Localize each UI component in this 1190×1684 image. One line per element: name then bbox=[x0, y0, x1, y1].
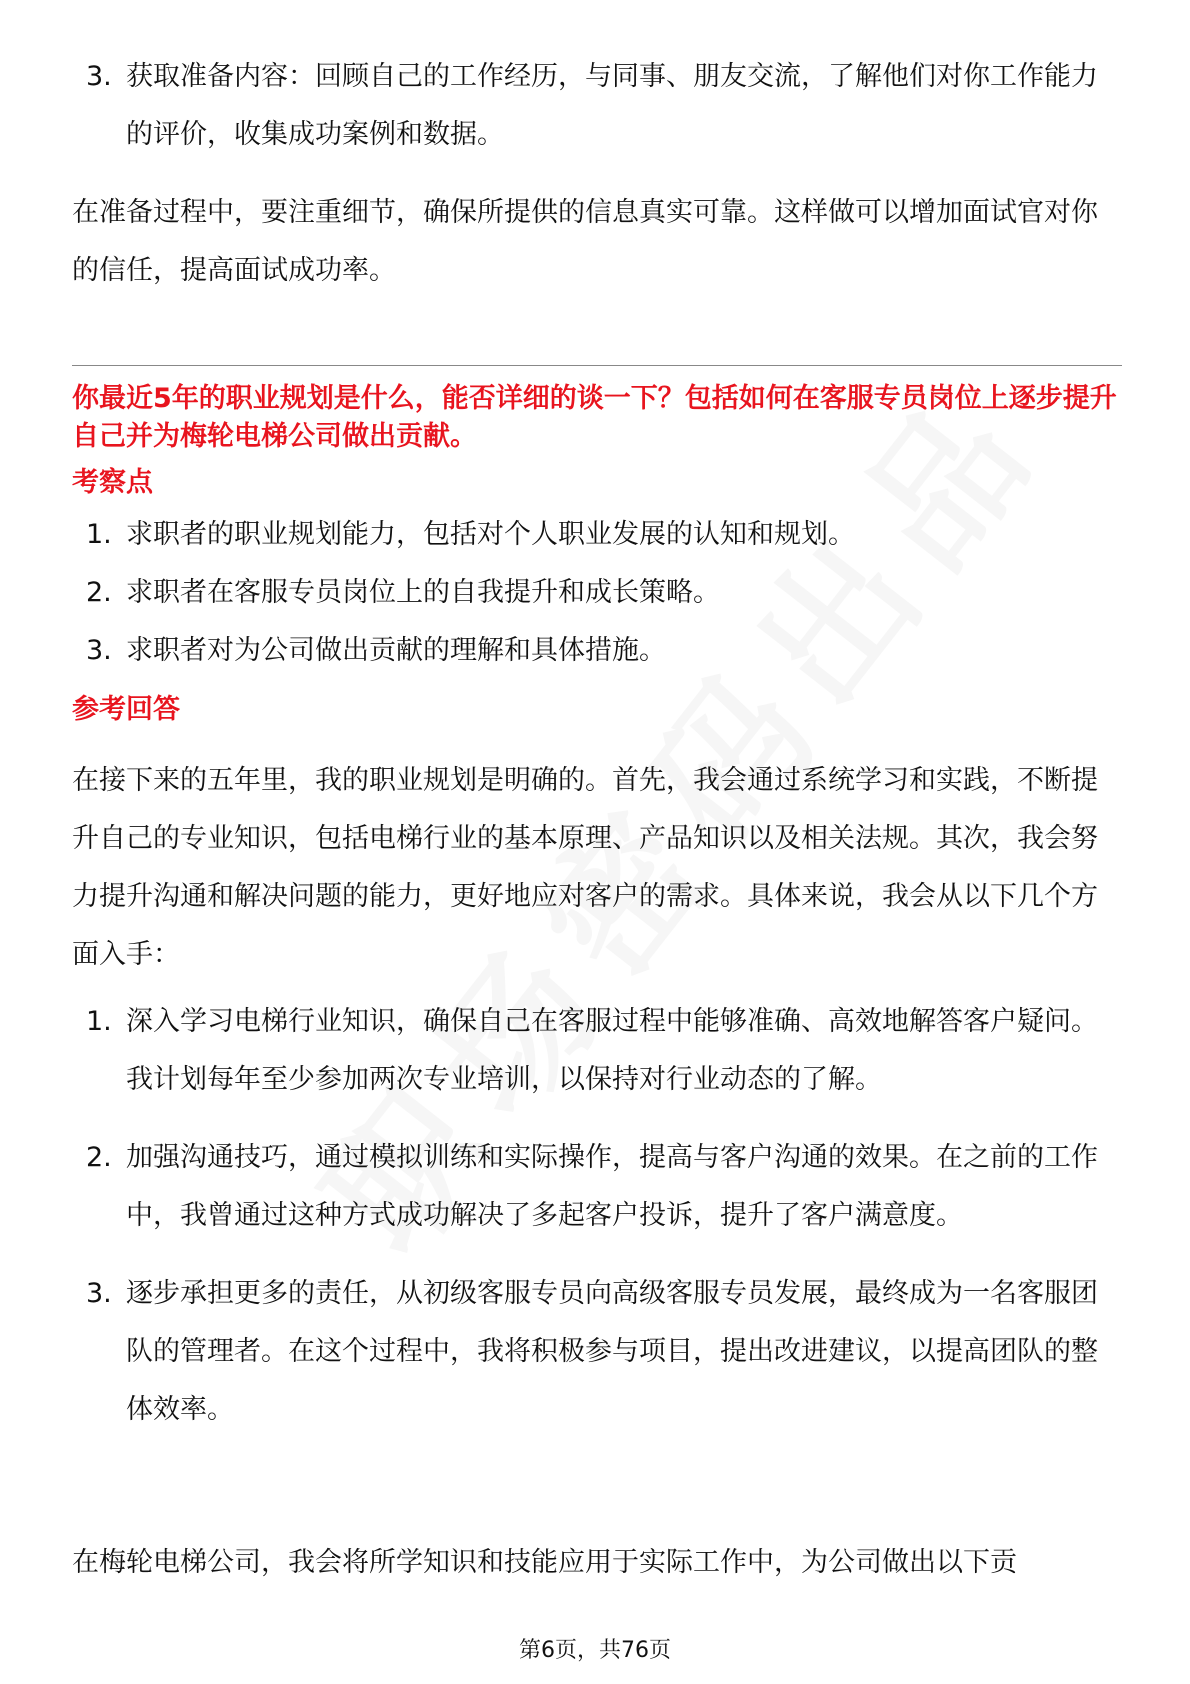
divider bbox=[72, 365, 1122, 366]
list-item bbox=[72, 1265, 1122, 1439]
list-item bbox=[72, 993, 1122, 1109]
list-item bbox=[72, 48, 1122, 164]
answer-heading: 参考回答 bbox=[72, 694, 180, 725]
answer-closing: 在梅轮电梯公司，我会将所学知识和技能应用于实际工作中，为公司做出以下贡 bbox=[72, 1547, 1017, 1578]
list-text: 深入学习电梯行业知识，确保自己在客服过程中能够准确、高效地解答客户疑问。我计划每年至少参加两次专业培训，以保持对行业动态的了解。 bbox=[126, 1006, 1098, 1095]
prep-paragraph: 在准备过程中，要注重细节，确保所提供的信息真实可靠。这样做可以增加面试官对你的信任，提高面试成功率。 bbox=[72, 197, 1098, 286]
prep-list bbox=[72, 48, 1122, 164]
answer-intro: 在接下来的五年里，我的职业规划是明确的。首先，我会通过系统学习和实践，不断提升自己的专业知识，包括电梯行业的基本原理、产品知识以及相关法规。其次，我会努力提升沟通和解决问题的能力，更好地应对客户的需求。具体来说，我会从以下几个方面入手： bbox=[72, 765, 1098, 970]
list-number: 2. bbox=[86, 1142, 112, 1173]
list-text: 加强沟通技巧，通过模拟训练和实际操作，提高与客户沟通的效果。在之前的工作中，我曾通过这种方式成功解决了多起客户投诉，提升了客户满意度。 bbox=[126, 1142, 1098, 1231]
list-item bbox=[72, 564, 1122, 622]
list-text: 求职者在客服专员岗位上的自我提升和成长策略。 bbox=[126, 577, 720, 608]
list-text: 获取准备内容：回顾自己的工作经历，与同事、朋友交流，了解他们对你工作能力的评价，收集成功案例和数据。 bbox=[126, 61, 1098, 150]
list-number: 3. bbox=[86, 1278, 112, 1309]
page-number: 第6页，共76页 bbox=[519, 1638, 671, 1663]
list-item bbox=[72, 506, 1122, 564]
question-title: 你最近5年的职业规划是什么，能否详细的谈一下？包括如何在客服专员岗位上逐步提升自己并为梅轮电梯公司做出贡献。 bbox=[72, 383, 1117, 452]
answer-list bbox=[72, 993, 1122, 1439]
list-number: 3. bbox=[86, 61, 112, 92]
list-text: 逐步承担更多的责任，从初级客服专员向高级客服专员发展，最终成为一名客服团队的管理者。在这个过程中，我将积极参与项目，提出改进建议，以提高团队的整体效率。 bbox=[126, 1278, 1098, 1425]
list-number: 1. bbox=[86, 519, 112, 550]
list-text: 求职者的职业规划能力，包括对个人职业发展的认知和规划。 bbox=[126, 519, 855, 550]
list-text: 求职者对为公司做出贡献的理解和具体措施。 bbox=[126, 635, 666, 666]
list-number: 1. bbox=[86, 1006, 112, 1037]
list-item bbox=[72, 622, 1122, 680]
list-number: 3. bbox=[86, 635, 112, 666]
key-points-heading: 考察点 bbox=[72, 467, 153, 498]
list-number: 2. bbox=[86, 577, 112, 608]
list-item bbox=[72, 1129, 1122, 1245]
key-points-list bbox=[72, 506, 1122, 680]
